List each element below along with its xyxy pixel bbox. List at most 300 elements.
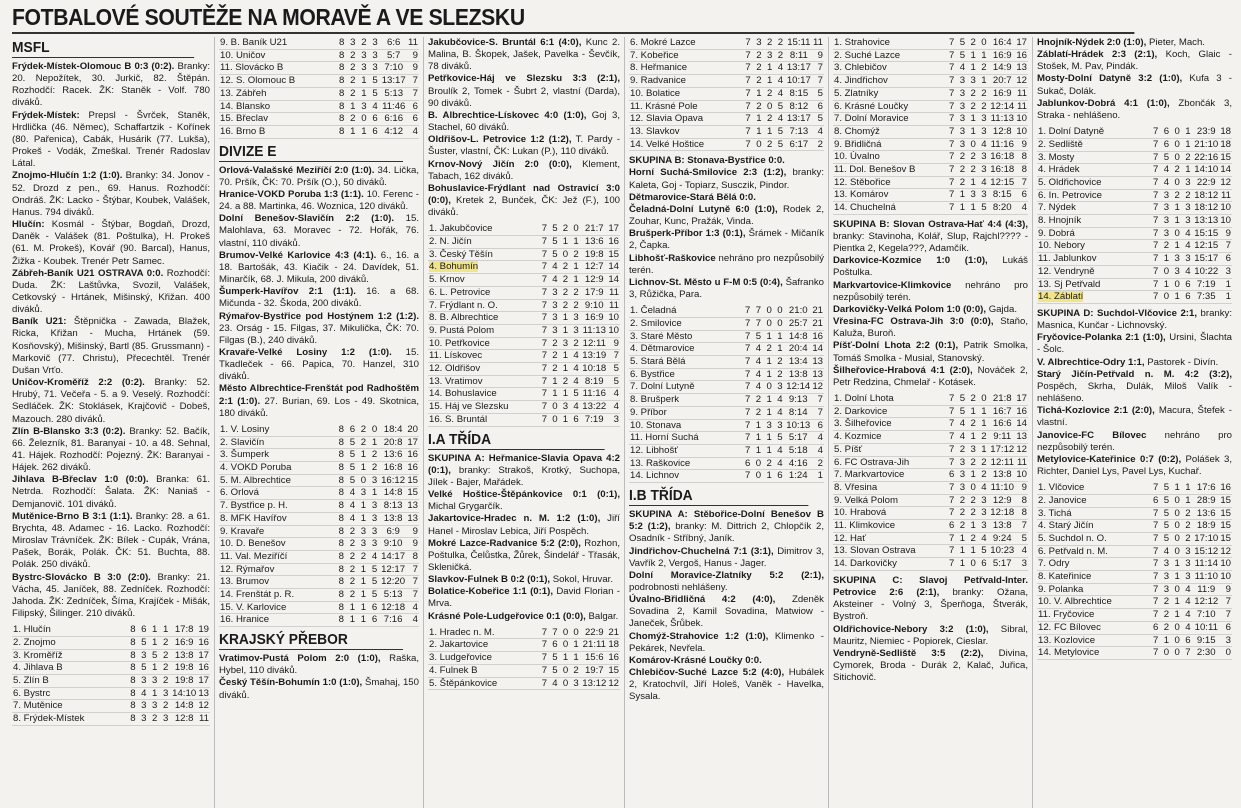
score-cell: 15:6 — [581, 652, 607, 665]
losses-cell: 3 — [979, 151, 990, 164]
losses-cell: 1 — [369, 436, 380, 449]
table-row — [1037, 215, 1232, 228]
match-details: Kosmál - Štýbar, Bogdaň, Drozd, Daněk - Valášek (81. Poštulka), H. Prokeš (61. M. Prokeš), Kovář (90. Barcal), Hanus, Žižka - Koubek. Trenér Petr Samec. — [12, 219, 210, 267]
points-cell: 19 — [198, 624, 209, 636]
score-cell: 13:8 — [171, 649, 197, 662]
draws-cell: 3 — [149, 675, 160, 688]
losses-cell: 6 — [979, 558, 990, 571]
games-cell: 7 — [946, 494, 957, 507]
draws-cell: 0 — [1172, 583, 1183, 596]
match-result: Jakartovice-Hradec n. M. 1:2 (1:0), — [428, 513, 601, 525]
match-result: Chlebičov-Suché Lazce 5:2 (4:0), — [629, 667, 785, 679]
group-header: SKUPINA B: Stonava-Bystřice 0:0. — [629, 155, 785, 167]
table-row — [1037, 571, 1232, 584]
match-result: Baník U21: — [12, 316, 67, 328]
losses-cell: 3 — [979, 125, 990, 138]
wins-cell: 1 — [957, 202, 968, 215]
draws-cell: 1 — [1172, 240, 1183, 253]
wins-cell: 2 — [957, 494, 968, 507]
losses-cell: 3 — [1183, 558, 1194, 571]
games-cell: 7 — [1150, 482, 1161, 494]
points-cell: 11 — [1017, 87, 1027, 99]
losses-cell: 1 — [1183, 126, 1194, 138]
draws-cell: 2 — [968, 456, 979, 469]
losses-cell: 1 — [979, 49, 990, 62]
points-cell: 12 — [1016, 443, 1027, 455]
games-cell: 7 — [1150, 138, 1161, 151]
wins-cell: 1 — [347, 125, 358, 138]
losses-cell: 6 — [1183, 291, 1194, 304]
draws-cell: 0 — [1172, 138, 1183, 151]
team-name-cell: 11. Horní Suchá — [629, 432, 742, 445]
points-cell: 17 — [608, 223, 619, 235]
games-cell: 7 — [1150, 227, 1161, 240]
match-report — [219, 653, 419, 677]
games-cell: 7 — [743, 113, 754, 126]
table-row — [1037, 583, 1232, 596]
games-cell: 7 — [1150, 126, 1161, 138]
score-cell: 13:17 — [786, 113, 811, 125]
games-cell: 8 — [336, 62, 347, 75]
standings-table — [629, 37, 824, 151]
score-cell: 19:8 — [171, 662, 197, 675]
games-cell: 7 — [1150, 240, 1161, 253]
match-result: Město Albrechtice-Frenštát pod Radhoštěm 2:1 (1:0). — [219, 383, 419, 407]
match-report — [629, 631, 824, 655]
wins-cell: 2 — [1161, 621, 1172, 634]
match-result: Krnov-Nový Jičín 2:0 (0:0), — [428, 158, 572, 170]
games-cell: 7 — [539, 401, 550, 414]
wins-cell: 3 — [957, 469, 968, 482]
match-details: 10. Ferenc - 24. a 88. Martinka, 46. Woznica, 120 diváků. — [219, 188, 419, 213]
draws-cell: 1 — [764, 330, 775, 343]
match-report — [629, 594, 824, 630]
losses-cell: 6 — [369, 601, 380, 614]
table-row — [12, 687, 210, 700]
team-name-cell: 14. Lichnov — [629, 470, 742, 483]
games-cell: 7 — [742, 394, 753, 407]
wins-cell: 1 — [753, 419, 764, 432]
team-name-cell: 5. Krnov — [428, 274, 539, 287]
losses-cell: 1 — [571, 639, 582, 652]
team-name-cell: 9. Velká Polom — [833, 494, 946, 507]
wins-cell: 2 — [347, 589, 358, 602]
games-cell: 8 — [336, 525, 347, 538]
draws-cell: 1 — [358, 125, 369, 138]
table-row — [833, 558, 1028, 571]
match-reports — [219, 165, 419, 420]
match-details: David Florian - Mrva. — [428, 586, 620, 610]
points-cell: 2 — [811, 457, 824, 470]
draws-cell: 1 — [358, 449, 369, 462]
match-details: Branky: 20. Nepožítek, 30. Jurkič, 82. Štěpán. Rozhodčí: Racek. ŽK: Staněk - Volf. 780 diváků. — [12, 61, 210, 109]
wins-cell: 2 — [347, 550, 358, 563]
losses-cell: 4 — [1183, 621, 1194, 634]
match-report — [12, 219, 210, 268]
score-cell: 8:12 — [786, 100, 812, 113]
score-cell: 7:19 — [581, 413, 607, 426]
table-row — [1037, 596, 1232, 609]
team-name-cell: 10. Úvalno — [833, 151, 946, 164]
games-cell: 7 — [1150, 634, 1161, 647]
match-result: Hnojník-Nýdek 2:0 (1:0), — [1037, 37, 1147, 48]
table-row — [428, 350, 620, 363]
score-cell: 12:9 — [581, 274, 607, 287]
points-cell: 8 — [406, 550, 419, 563]
match-report — [629, 192, 824, 204]
draws-cell: 3 — [560, 337, 571, 350]
points-cell: 14 — [608, 261, 619, 273]
games-cell: 8 — [336, 474, 347, 487]
wins-cell: 2 — [347, 75, 358, 88]
table-row — [833, 202, 1028, 215]
column-3 — [423, 37, 620, 808]
team-name-cell: 4. Dětmarovice — [629, 343, 742, 356]
games-cell: 7 — [1150, 647, 1161, 660]
match-details: Balgar. — [585, 610, 619, 622]
points-cell: 15 — [407, 487, 418, 499]
games-cell: 7 — [1150, 253, 1161, 266]
wins-cell: 2 — [957, 151, 968, 164]
table-row — [428, 677, 620, 690]
losses-cell: 0 — [571, 627, 582, 639]
draws-cell: 2 — [560, 299, 571, 312]
score-cell: 11:9 — [1193, 583, 1219, 596]
wins-cell: 4 — [753, 343, 764, 356]
match-details: Klement, Tabach, 162 diváků. — [428, 158, 620, 182]
table-row — [833, 164, 1028, 177]
match-result: Mutěnice-Brno B 3:1 (1:1). — [12, 510, 133, 522]
points-cell: 9 — [407, 62, 419, 75]
draws-cell: 1 — [764, 470, 775, 483]
table-row — [629, 62, 824, 75]
points-cell: 16 — [1016, 405, 1027, 417]
points-cell: 14 — [1016, 418, 1027, 430]
losses-cell: 4 — [369, 550, 380, 563]
team-name-cell: 8. MFK Havířov — [219, 512, 336, 525]
losses-cell: 2 — [369, 462, 380, 475]
wins-cell: 4 — [347, 500, 358, 513]
losses-cell: 4 — [571, 401, 582, 414]
match-reports — [629, 167, 824, 301]
wins-cell: 7 — [753, 305, 764, 317]
points-cell: 3 — [1015, 558, 1028, 571]
draws-cell: 0 — [1172, 494, 1183, 507]
games-cell: 8 — [127, 662, 138, 675]
points-cell: 8 — [1015, 151, 1028, 164]
score-cell: 11:16 — [582, 388, 606, 400]
draws-cell: 1 — [968, 62, 979, 75]
games-cell: 7 — [946, 507, 957, 520]
wins-cell: 2 — [753, 406, 764, 419]
losses-cell: 4 — [979, 138, 990, 151]
score-cell: 16:12 — [381, 474, 406, 486]
losses-cell: 3 — [369, 474, 380, 487]
score-cell: 19:7 — [581, 664, 607, 677]
table-row — [1037, 634, 1232, 647]
games-cell: 8 — [336, 512, 347, 525]
score-cell: 11:13 — [582, 324, 606, 336]
games-cell: 7 — [539, 627, 550, 639]
wins-cell: 5 — [957, 405, 968, 418]
match-report — [428, 586, 620, 610]
standings-table — [12, 624, 210, 726]
wins-cell: 2 — [957, 520, 968, 533]
losses-cell: 1 — [1183, 494, 1194, 507]
team-name-cell: 7. Nýdek — [1037, 202, 1150, 215]
score-cell: 6:17 — [786, 138, 812, 151]
games-cell: 8 — [336, 614, 347, 627]
match-report — [833, 304, 1028, 316]
team-name-cell: 12. FC Bílovec — [1037, 621, 1150, 634]
score-cell: 11:46 — [382, 100, 406, 112]
score-cell: 10:22 — [1194, 265, 1219, 277]
losses-cell: 2 — [979, 431, 990, 444]
losses-cell: 5 — [571, 388, 582, 401]
standings-table — [428, 627, 620, 691]
table-row — [833, 49, 1028, 62]
losses-cell: 2 — [571, 299, 582, 312]
points-cell: 6 — [812, 100, 824, 113]
games-cell: 7 — [539, 248, 550, 261]
table-row — [219, 500, 419, 513]
table-row — [219, 49, 419, 62]
wins-cell: 3 — [138, 700, 149, 713]
draws-cell: 1 — [149, 636, 160, 649]
games-cell: 7 — [1150, 596, 1161, 609]
draws-cell: 2 — [560, 286, 571, 299]
wins-cell: 1 — [347, 100, 358, 113]
match-details: Lukáš Poštulka. — [833, 255, 1028, 279]
score-cell: 11:10 — [990, 481, 1014, 493]
match-details: Branky: 52. Hrubý, 71. Večeřa - 5. a 9. Veselý. Rozhodčí: Sedláček. ŽK: Stoklásek, Krajčovič - Dobeš, Mazouch. 280 diváků. — [12, 377, 210, 425]
points-cell: 2 — [812, 138, 824, 151]
wins-cell: 4 — [347, 512, 358, 525]
draws-cell: 3 — [968, 75, 979, 88]
table-row — [629, 356, 824, 369]
wins-cell: 2 — [347, 525, 358, 538]
losses-cell: 5 — [979, 202, 990, 215]
score-cell: 12:18 — [381, 601, 406, 613]
table-row — [629, 75, 824, 88]
wins-cell: 6 — [347, 424, 358, 436]
draws-cell: 1 — [1172, 291, 1183, 304]
games-cell: 7 — [539, 677, 550, 690]
draws-cell: 1 — [764, 406, 775, 419]
team-name-cell: 8. Hnojník — [1037, 215, 1150, 228]
draws-cell: 0 — [560, 639, 571, 652]
draws-cell: 3 — [1172, 253, 1183, 266]
wins-cell: 2 — [753, 49, 764, 62]
match-report — [12, 511, 210, 572]
table-row — [1037, 253, 1232, 266]
score-cell: 13:19 — [582, 350, 607, 362]
score-cell: 16:18 — [990, 151, 1015, 163]
table-row — [219, 100, 419, 113]
table-row — [1037, 278, 1232, 291]
points-cell: 15 — [1220, 494, 1231, 506]
draws-cell: 1 — [764, 356, 775, 369]
games-cell: 8 — [336, 87, 347, 100]
team-name-cell: 10. Bolatice — [629, 87, 743, 100]
points-cell: 11 — [609, 286, 619, 298]
match-report — [428, 538, 620, 574]
table-row — [219, 512, 419, 525]
score-cell: 13:12 — [582, 677, 607, 689]
match-result: Záblatí-Hrádek 2:3 (2:1), — [1037, 49, 1158, 61]
match-details: Pieter, Mach. — [1146, 37, 1205, 48]
team-name-cell: 5. Zlatníky — [833, 87, 946, 100]
draws-cell: 0 — [1172, 532, 1183, 545]
match-result: Starý Jičín-Petřvald n. M. 4:2 (3:2), — [1037, 368, 1232, 380]
points-cell: 12 — [1016, 75, 1027, 87]
team-name-cell: 5. Píšť — [833, 443, 946, 456]
team-name-cell: 2. Jakartovice — [428, 639, 539, 652]
table-row — [1037, 202, 1232, 215]
match-details: Branky: 28. a 61. Brychta, 48. Adamec - 16. Lacko. Rozhodčí: Miroslav Trávníček. ŽK: Bílek - Cupák, Vrána, Pašek, Borák, Polák. ČK: 51. Buchta, 88. Polák. 250 diváků. — [12, 510, 210, 571]
points-cell: 16 — [198, 636, 209, 648]
losses-cell: 5 — [369, 589, 380, 602]
match-details: Jiří Hanel - Miroslav Lebica, Jiří Pospěch. — [428, 513, 620, 537]
draws-cell: 0 — [560, 677, 571, 690]
games-cell: 7 — [539, 388, 550, 401]
games-cell: 6 — [946, 469, 957, 482]
draws-cell: 1 — [560, 350, 571, 363]
match-report — [1037, 405, 1232, 429]
draws-cell: 1 — [764, 368, 775, 381]
match-reports — [833, 255, 1028, 389]
match-details: Prepsl - Švrček, Staněk, Hrdlička (46. Němec), Schaffartzik - Kořínek (80. Pařenica), Cabák, Husárik (77. Lukša), Prokeš - Vodák, Zmeškal. Trenér Radoslav Látal. — [12, 109, 210, 170]
games-cell: 7 — [539, 350, 550, 363]
table-row — [428, 652, 620, 665]
table-row — [428, 401, 620, 414]
match-report — [219, 250, 419, 286]
draws-cell: 1 — [1172, 482, 1183, 494]
match-report — [12, 572, 210, 621]
table-row — [219, 125, 419, 138]
match-report — [428, 134, 620, 158]
standings-table — [833, 37, 1028, 215]
points-cell: 6 — [407, 113, 419, 126]
table-row — [428, 375, 620, 388]
team-name-cell: 1. V. Losiny — [219, 424, 336, 436]
wins-cell: 7 — [753, 317, 764, 330]
games-cell: 7 — [946, 189, 957, 202]
team-name-cell: 7. Dolní Moravice — [833, 113, 946, 126]
match-result: Brušperk-Příbor 1:3 (0:1), — [629, 228, 746, 240]
points-cell: 10 — [1016, 113, 1027, 125]
games-cell: 7 — [946, 443, 957, 456]
score-cell: 5:18 — [785, 444, 811, 457]
games-cell: 7 — [946, 125, 957, 138]
points-cell: 9 — [407, 49, 419, 62]
table-row — [833, 520, 1028, 533]
wins-cell: 2 — [347, 538, 358, 551]
match-report — [428, 110, 620, 134]
games-cell: 7 — [743, 62, 754, 75]
games-cell: 7 — [539, 639, 550, 652]
draws-cell: 0 — [1172, 278, 1183, 291]
losses-cell: 3 — [1183, 202, 1194, 215]
losses-cell: 4 — [979, 481, 990, 494]
team-name-cell: 5. Zlín B — [12, 675, 127, 688]
section-title-divize-e: DIVIZE E — [219, 143, 403, 162]
match-report — [219, 189, 419, 213]
losses-cell: 4 — [1183, 265, 1194, 278]
score-cell: 13:6 — [581, 236, 607, 249]
points-cell: 9 — [1015, 481, 1028, 494]
match-result: Komárov-Krásné Loučky 0:0. — [629, 654, 762, 666]
match-result: Šilheřovice-Hrabová 4:1 (2:0), — [833, 364, 973, 376]
draws-cell: 2 — [764, 113, 775, 126]
wins-cell: 0 — [550, 401, 561, 414]
losses-cell: 1 — [571, 274, 582, 287]
wins-cell: 5 — [550, 652, 561, 665]
table-row — [833, 469, 1028, 482]
points-cell: 16 — [608, 236, 619, 248]
points-cell: 7 — [811, 406, 824, 419]
games-cell: 7 — [742, 330, 753, 343]
games-cell: 7 — [946, 418, 957, 431]
column-4 — [624, 37, 824, 808]
wins-cell: 5 — [957, 393, 968, 405]
table-row — [629, 305, 824, 317]
draws-cell: 2 — [968, 507, 979, 520]
team-name-cell: 1. Hradec n. M. — [428, 627, 539, 639]
wins-cell: 2 — [550, 363, 561, 376]
match-result: Slavkov-Fulnek B 0:2 (0:1), — [428, 574, 551, 586]
score-cell: 7:16 — [380, 614, 406, 627]
losses-cell: 3 — [370, 62, 381, 75]
wins-cell: 2 — [753, 394, 764, 407]
score-cell: 12:14 — [990, 100, 1015, 112]
draws-cell: 1 — [764, 432, 775, 445]
draws-cell: 1 — [560, 236, 571, 249]
wins-cell: 3 — [957, 456, 968, 469]
games-cell: 7 — [1150, 164, 1161, 177]
losses-cell: 4 — [1183, 583, 1194, 596]
team-name-cell: 4. Hrádek — [1037, 164, 1150, 177]
points-cell: 21 — [812, 317, 823, 329]
team-name-cell: 4. Kozmice — [833, 431, 946, 444]
score-cell: 11:10 — [1194, 571, 1218, 583]
draws-cell: 1 — [764, 394, 775, 407]
match-report — [428, 489, 620, 513]
score-cell: 20:4 — [785, 343, 811, 356]
team-name-cell: 9. Polanka — [1037, 583, 1150, 596]
draws-cell: 0 — [1172, 151, 1183, 164]
team-name-cell: 16. Hranice — [219, 614, 336, 627]
draws-cell: 3 — [764, 49, 775, 62]
score-cell: 8:15 — [786, 87, 812, 100]
table-row — [428, 261, 620, 274]
team-name-cell: 4. Jindřichov — [833, 75, 946, 88]
points-cell: 6 — [1219, 621, 1232, 634]
team-name-cell: 11. Slovácko B — [219, 62, 336, 75]
score-cell: 7:35 — [1193, 291, 1219, 304]
draws-cell: 1 — [560, 652, 571, 665]
team-name-cell: 10. Petřkovice — [428, 337, 539, 350]
table-row — [219, 424, 419, 436]
score-cell: 22:9 — [581, 627, 607, 639]
games-cell: 8 — [336, 449, 347, 462]
wins-cell: 5 — [1161, 482, 1172, 494]
score-cell: 15:15 — [1194, 227, 1219, 239]
table-row — [629, 343, 824, 356]
points-cell: 10 — [608, 312, 619, 324]
games-cell: 8 — [336, 500, 347, 513]
wins-cell: 2 — [1161, 609, 1172, 622]
